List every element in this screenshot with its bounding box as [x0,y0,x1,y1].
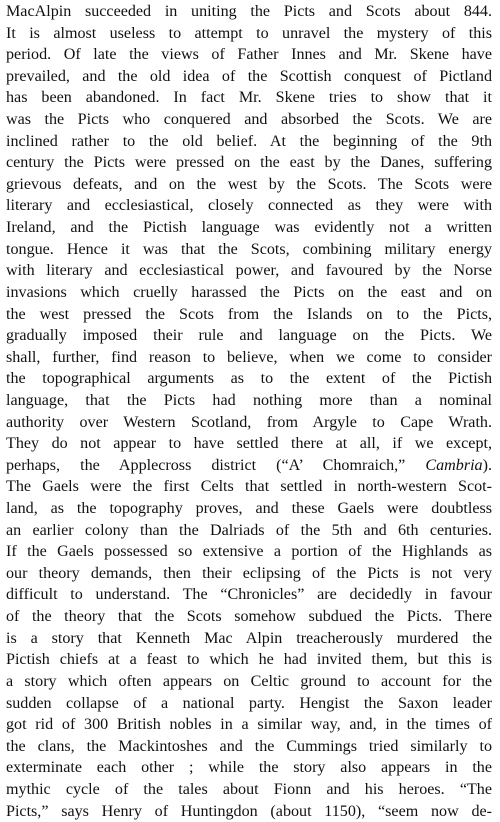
text-line: MacAlpin succeeded in uniting the Picts and Scots about 844. [6,3,492,20]
text-line: land, as the topography proves, and these Gaels were doubtless [6,500,492,518]
text-line: grievous defeats, and on the west by the Scots. The Scots were [6,175,492,193]
text-line: our theory demands, then their eclipsing of the Picts is not very [6,564,492,582]
text-line: period. Of late the views of Father Innes and Mr. Skene have [6,46,492,64]
text-line: literary and ecclesiastical, closely connected as they were with [6,197,492,215]
text-line: Ireland, and the Pictish language was evidently not a written [6,219,492,237]
text-line: was the Picts who conquered and absorbed the Scots. We are [6,111,492,129]
text-line: a story which often appears on Celtic ground to account for the [6,672,492,690]
text-line: perhaps, the Applecross district (“A’ Chomraich,” Cambria). [6,456,492,474]
text-line: mythic cycle of the tales about Fionn and his heroes. “The [6,780,492,798]
text-line: with literary and ecclesiastical power, and favoured by the Norse [6,262,492,280]
text-line: has been abandoned. In fact Mr. Skene tries to show that it [6,89,492,107]
text-line: the topographical arguments as to the extent of the Pictish [6,370,492,388]
text-line: gradually imposed their rule and language on the Picts. We [6,327,492,345]
text-line: It is almost useless to attempt to unravel the mystery of this [6,24,492,42]
text-line: language, that the Picts had nothing more than a nominal [6,391,492,409]
text-line: invasions which cruelly harassed the Picts on the east and on [6,283,492,301]
text-line: the west pressed the Scots from the Islands on to the Picts, [6,305,492,323]
text-line: of the theory that the Scots somehow subdued the Picts. There [6,608,492,626]
text-line: prevailed, and the old idea of the Scottish conquest of Pictland [6,67,492,85]
text-line: They do not appear to have settled there at all, if we except, [6,435,492,453]
text-line: difficult to understand. The “Chronicles” are decidedly in favour [6,586,492,604]
text-line: exterminate each other ; while the story also appears in the [6,759,492,777]
text-line: an earlier colony than the Dalriads of the 5th and 6th centuries. [6,521,492,539]
italic-word: Cambria [425,456,483,474]
text-line: tongue. Hence it was that the Scots, combining military energy [6,240,492,258]
text-line: Pictish chiefs at a feast to which he had invited them, but this is [6,651,492,669]
text-line: the clans, the Mackintoshes and the Cummings tried similarly to [6,737,492,755]
text-line: century the Picts were pressed on the east by the Danes, suffering [6,154,492,172]
text-line: authority over Western Scotland, from Argyle to Cape Wrath. [6,413,492,431]
text-line: sudden collapse of a national party. Hengist the Saxon leader [6,694,492,712]
text-line: inclined rather to the old belief. At the beginning of the 9th [6,132,492,150]
text-line: shall, further, find reason to believe, when we come to consider [6,348,492,366]
text-line: If the Gaels possessed so extensive a portion of the Highlands as [6,543,492,561]
document-page [0,1,500,820]
text-line: Picts,” says Henry of Huntingdon (about 1150), “seem now de- [6,802,492,820]
text-line: The Gaels were the first Celts that settled in north-western Scot- [6,478,492,496]
text-line: is a story that Kenneth Mac Alpin treacherously murdered the [6,629,492,647]
text-line: got rid of 300 British nobles in a similar way, and, in the times of [6,716,492,734]
